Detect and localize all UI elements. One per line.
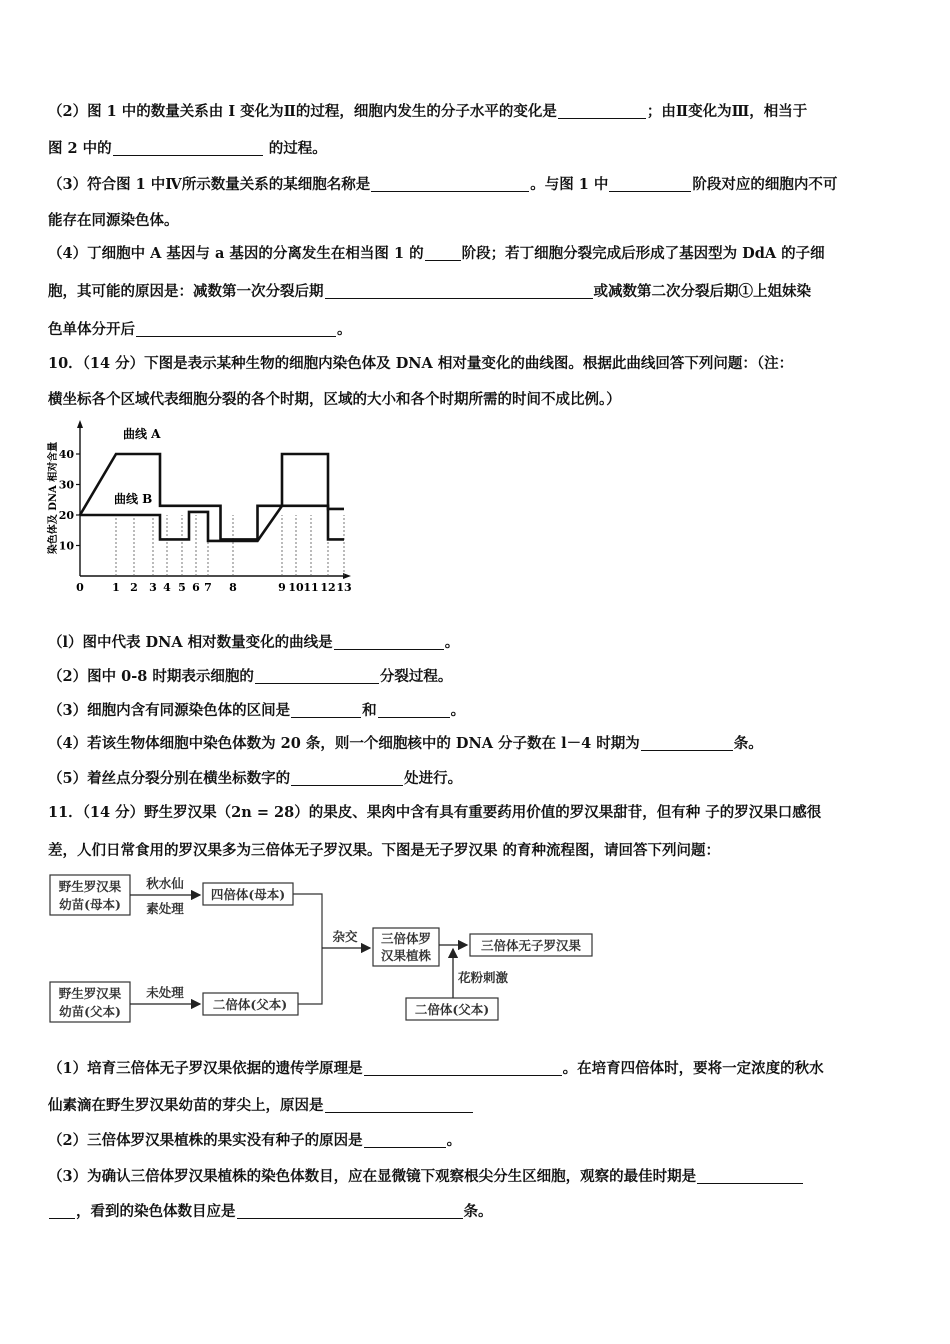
answer-blank[interactable]	[364, 1130, 446, 1148]
tetraploid-label: 四倍体(母本)	[210, 887, 286, 902]
answer-blank[interactable]	[49, 1201, 75, 1219]
q11-1-line1: （1）培育三倍体无子罗汉果依据的遗传学原理是 。在培育四倍体时，要将一定浓度的秋水	[48, 1060, 824, 1077]
x-tick-label: 9	[278, 581, 286, 594]
untreated-label: 未处理	[146, 985, 184, 1000]
q11-3-line1: （3）为确认三倍体罗汉果植株的染色体数目，应在显微镜下观察根尖分生区细胞，观察的最佳时期是	[48, 1158, 908, 1195]
curve-b-label: 曲线 B	[114, 492, 153, 506]
answer-blank[interactable]	[334, 632, 444, 650]
curve-a-label: 曲线 A	[123, 427, 161, 441]
answer-blank[interactable]	[325, 1095, 473, 1113]
answer-blank[interactable]	[697, 1166, 803, 1184]
q11-3-line2: ，看到的染色体数目应是 条。	[48, 1193, 908, 1230]
answer-blank[interactable]	[291, 700, 361, 718]
triploid-plant-label-1: 三倍体罗	[380, 931, 432, 946]
x-tick-label: 0	[76, 581, 84, 594]
q9-3-line1: （3）符合图 1 中Ⅳ所示数量关系的某细胞名称是 。与图 1 中 阶段对应的细胞内不可	[48, 176, 838, 193]
x-tick-label: 8	[229, 581, 237, 594]
x-tick-label: 4	[163, 581, 171, 594]
wild-father-label-2: 幼苗(父本)	[59, 1004, 121, 1019]
answer-blank[interactable]	[609, 174, 691, 192]
q10-5: （5）着丝点分裂分别在横坐标数字的 处进行。	[48, 770, 463, 787]
answer-blank[interactable]	[136, 319, 336, 337]
x-tick-label: 12	[320, 581, 336, 594]
diploid-father2-label: 二倍体(父本)	[414, 1002, 490, 1017]
q11-stem-line1: 11．（14 分）野生罗汉果（2n = 28）的果皮、果肉中含有具有重要药用价值的罗汉果甜苷，但有种 子的罗汉果口感很	[48, 804, 822, 821]
chart-ylabel: 染色体及 DNA 相对含量	[48, 441, 59, 555]
pollen-label: 花粉刺激	[457, 970, 509, 985]
q10-1: （l）图中代表 DNA 相对数量变化的曲线是 。	[48, 634, 460, 651]
x-tick-label: 1	[112, 581, 120, 594]
y-tick-label: 20	[58, 509, 74, 522]
y-tick-label: 10	[58, 539, 74, 553]
answer-blank[interactable]	[237, 1201, 463, 1219]
q9-2-line1: （2）图 1 中的数量关系由 I 变化为Ⅱ的过程，细胞内发生的分子水平的变化是 ；由Ⅱ变化为Ⅲ，相当于	[48, 103, 808, 120]
wild-mother-label-1: 野生罗汉果	[58, 879, 122, 894]
q10-2: （2）图中 0-8 时期表示细胞的 分裂过程。	[48, 668, 453, 685]
x-tick-label: 5	[178, 581, 186, 594]
answer-blank[interactable]	[371, 174, 529, 192]
q9-3-line2: 能存在同源染色体。	[48, 212, 179, 229]
cross-label: 杂交	[332, 929, 358, 944]
y-tick-label: 40	[58, 448, 74, 461]
breeding-flowchart	[48, 870, 608, 1030]
answer-blank[interactable]	[378, 700, 450, 718]
cross-connector	[293, 894, 322, 1004]
x-tick-label: 11	[303, 581, 319, 594]
x-tick-label: 3	[149, 581, 157, 594]
q11-1-line2: 仙素滴在野生罗汉果幼苗的芽尖上，原因是	[48, 1087, 908, 1124]
wild-father-label-1: 野生罗汉果	[58, 986, 122, 1001]
q10-4: （4）若该生物体细胞中染色体数为 20 条，则一个细胞核中的 DNA 分子数在 l－4 时期为 条。	[48, 735, 763, 752]
colchicine-label-1: 秋水仙	[146, 876, 184, 891]
answer-blank[interactable]	[255, 666, 379, 684]
q9-2-line2: 图 2 中的 的过程。	[48, 140, 327, 157]
x-tick-label: 2	[130, 581, 138, 594]
colchicine-label-2: 素处理	[146, 901, 184, 916]
answer-blank[interactable]	[364, 1058, 562, 1076]
diploid-father-label: 二倍体(父本)	[212, 997, 288, 1012]
y-axis-arrow	[77, 420, 83, 428]
triploid-plant-label-2: 汉果植株	[380, 948, 432, 963]
answer-blank[interactable]	[325, 281, 593, 299]
answer-blank[interactable]	[558, 101, 646, 119]
q10-stem-line2: 横坐标各个区域代表细胞分裂的各个时期，区域的大小和各个时期所需的时间不成比例。）	[48, 391, 621, 408]
x-tick-label: 6	[192, 581, 200, 594]
chromosome-dna-chart	[40, 418, 370, 598]
wild-mother-label-2: 幼苗(母本)	[59, 897, 121, 912]
seedless-label: 三倍体无子罗汉果	[480, 938, 582, 953]
q10-3: （3）细胞内含有同源染色体的区间是 和 。	[48, 702, 466, 719]
answer-blank[interactable]	[291, 768, 403, 786]
q11-2: （2）三倍体罗汉果植株的果实没有种子的原因是 。	[48, 1132, 462, 1149]
x-tick-label: 7	[204, 581, 212, 594]
answer-blank[interactable]	[113, 138, 263, 156]
answer-blank[interactable]	[425, 243, 461, 261]
x-tick-label: 10	[288, 581, 304, 594]
answer-blank[interactable]	[641, 733, 733, 751]
q9-4-line2: 胞，其可能的原因是：减数第一次分裂后期 或减数第二次分裂后期①上姐妹染	[48, 283, 811, 300]
q9-4-line3: 色单体分开后 。	[48, 321, 352, 338]
q9-4-line1: （4）丁细胞中 A 基因与 a 基因的分离发生在相当图 1 的 阶段；若丁细胞分裂完成后形成了基因型为 DdA 的子细	[48, 245, 825, 262]
q11-stem-line2: 差，人们日常食用的罗汉果多为三倍体无子罗汉果。下图是无子罗汉果 的育种流程图，请回答下列问题：	[48, 842, 721, 859]
y-tick-label: 30	[58, 478, 74, 492]
q10-stem-line1: 10．（14 分）下图是表示某种生物的细胞内染色体及 DNA 相对量变化的曲线图。根据此曲线回答下列问题：（注：	[48, 355, 794, 372]
x-tick-label: 13	[336, 581, 352, 594]
